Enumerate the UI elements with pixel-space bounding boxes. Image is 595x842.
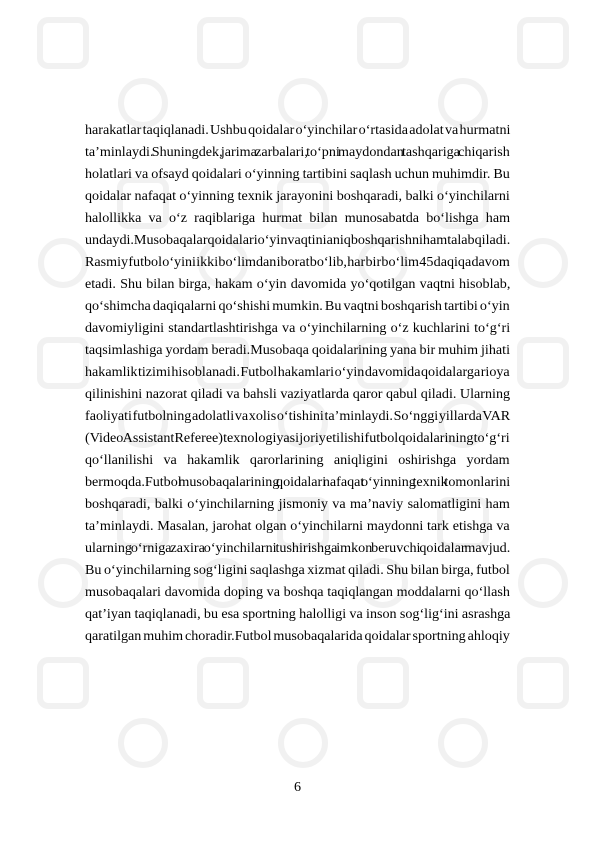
text-line: qoidalar nafaqat o‘yinning texnik jarayonini boshqaradi, balki o‘yinchilarni: [85, 188, 510, 204]
text-line: qo‘shimcha daqiqalarni qo‘shishi mumkin. Bu vaqtni boshqarish tartibi o‘yin: [85, 298, 510, 314]
text-line: qilinishini nazorat qiladi va bahsli vaziyatlarda qaror qabul qiladi. Ularning: [85, 386, 511, 402]
text-line: musobaqalari davomida doping va boshqa taqiqlangan moddalarni qo‘llash: [85, 584, 510, 600]
page-number: 6: [293, 779, 302, 795]
text-line: Rasmiy futbol o‘yini ikki bo‘limdan iborat bo‘lib, har bir bo‘lim 45 daqiqa davom: [85, 254, 510, 270]
text-line: boshqaradi, balki o‘yinchilarning jismoniy va ma’naviy salomatligini ham: [85, 496, 510, 512]
text-line: holatlari va ofsayd qoidalari o‘yinning tartibini saqlash uchun muhimdir. Bu: [85, 166, 510, 182]
text-line: davomiyligini standartlashtirishga va o‘yinchilarning o‘z kuchlarini to‘g‘ri: [85, 320, 511, 336]
body-text: [85, 119, 510, 647]
text-line: ta’minlaydi. Shuningdek, jarima zarbalari, to‘pni maydondan tashqariga chiqarish: [85, 144, 510, 160]
text-line: halollikka va o‘z raqiblariga hurmat bilan munosabatda bo‘lishga ham: [85, 210, 511, 226]
text-line: qaratilgan muhim choradir.Futbol musobaqalarida qoidalar sportning ahloqiy: [85, 628, 510, 644]
text-line: harakatlar taqiqlanadi. Ushbu qoidalar o‘yinchilar o‘rtasida adolat va hurmatni: [85, 122, 511, 138]
text-line: ta’minlaydi. Masalan, jarohat olgan o‘yinchilarni maydonni tark etishga va: [85, 518, 510, 534]
text-line: Bu o‘yinchilarning sog‘ligini saqlashga xizmat qiladi. Shu bilan birga, futbol: [85, 562, 510, 578]
text-line: ularning o‘rniga zaxira o‘yinchilarni tushirishga imkon beruvchi qoidalar mavjud.: [85, 540, 511, 556]
text-line: bermoqda.Futbol musobaqalarining qoidalari nafaqat o‘yinning texnik tomonlarini: [85, 474, 511, 490]
text-line: undaydi.Musobaqalar qoidalari o‘yin vaqtini aniq boshqarishni ham talab qiladi.: [85, 232, 511, 248]
text-line: taqsimlashiga yordam beradi.Musobaqa qoidalarining yana bir muhim jihati: [85, 342, 510, 358]
text-line: qat’iyan taqiqlanadi, bu esa sportning halolligi va inson sog‘lig‘ini asrashga: [85, 606, 511, 622]
text-line: hakamlik tizimi hisoblanadi. Futbol hakamlari o‘yin davomida qoidalarga rioya: [85, 364, 510, 380]
text-line: (Video Assistant Referee) texnologiyasi joriy etilishi futbol qoidalarining to‘g‘ri: [85, 430, 510, 446]
text-line: etadi. Shu bilan birga, hakam o‘yin davomida yo‘qotilgan vaqtni hisoblab,: [85, 276, 511, 292]
text-line: qo‘llanilishi va hakamlik qarorlarining aniqligini oshirishga yordam: [85, 452, 510, 468]
text-line: faoliyati futbolning adolatli va xolis o‘tishini ta’minlaydi. So‘nggi yillarda VAR: [85, 408, 511, 424]
